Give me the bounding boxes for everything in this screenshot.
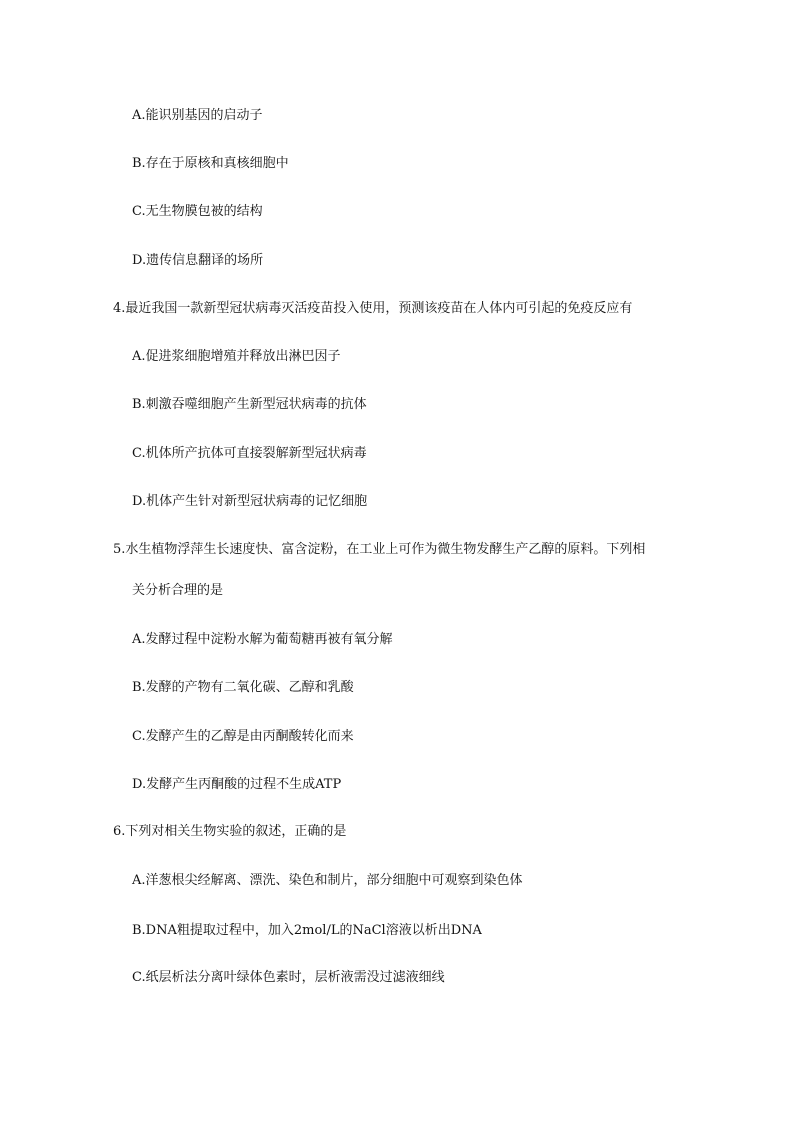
q4-option-c: C.机体所产抗体可直接裂解新型冠状病毒 [132,446,367,461]
q6-option-c: C.纸层析法分离叶绿体色素时，层析液需没过滤液细线 [132,970,445,985]
q5-option-a: A.发酵过程中淀粉水解为葡萄糖再被有氧分解 [132,632,393,647]
q4-stem: 4.最近我国一款新型冠状病毒灭活疫苗投入使用，预测该疫苗在人体内可引起的免疫反应有 [113,301,633,316]
q6-option-b: B.DNA粗提取过程中，加入2mol/L的NaCl溶液以析出DNA [132,923,482,938]
q6-stem: 6.下列对相关生物实验的叙述，正确的是 [113,824,347,839]
q4-option-d: D.机体产生针对新型冠状病毒的记忆细胞 [132,494,368,509]
q5-option-d: D.发酵产生丙酮酸的过程不生成ATP [132,777,342,792]
q5-stem-line2: 关分析合理的是 [132,583,224,598]
q3-option-b: B.存在于原核和真核细胞中 [132,156,289,171]
q3-option-c: C.无生物膜包被的结构 [132,204,263,219]
q4-option-a: A.促进浆细胞增殖并释放出淋巴因子 [132,349,341,364]
q5-option-b: B.发酵的产物有二氧化碳、乙醇和乳酸 [132,680,354,695]
q4-option-b: B.刺激吞噬细胞产生新型冠状病毒的抗体 [132,397,367,412]
q3-option-d: D.遗传信息翻译的场所 [132,253,264,268]
q5-option-c: C.发酵产生的乙醇是由丙酮酸转化而来 [132,729,354,744]
q6-option-a: A.洋葱根尖经解离、漂洗、染色和制片，部分细胞中可观察到染色体 [132,873,523,888]
q3-option-a: A.能识别基因的启动子 [132,108,263,123]
q5-stem-line1: 5.水生植物浮萍生长速度快、富含淀粉，在工业上可作为微生物发酵生产乙醇的原料。下列相 [113,542,646,557]
